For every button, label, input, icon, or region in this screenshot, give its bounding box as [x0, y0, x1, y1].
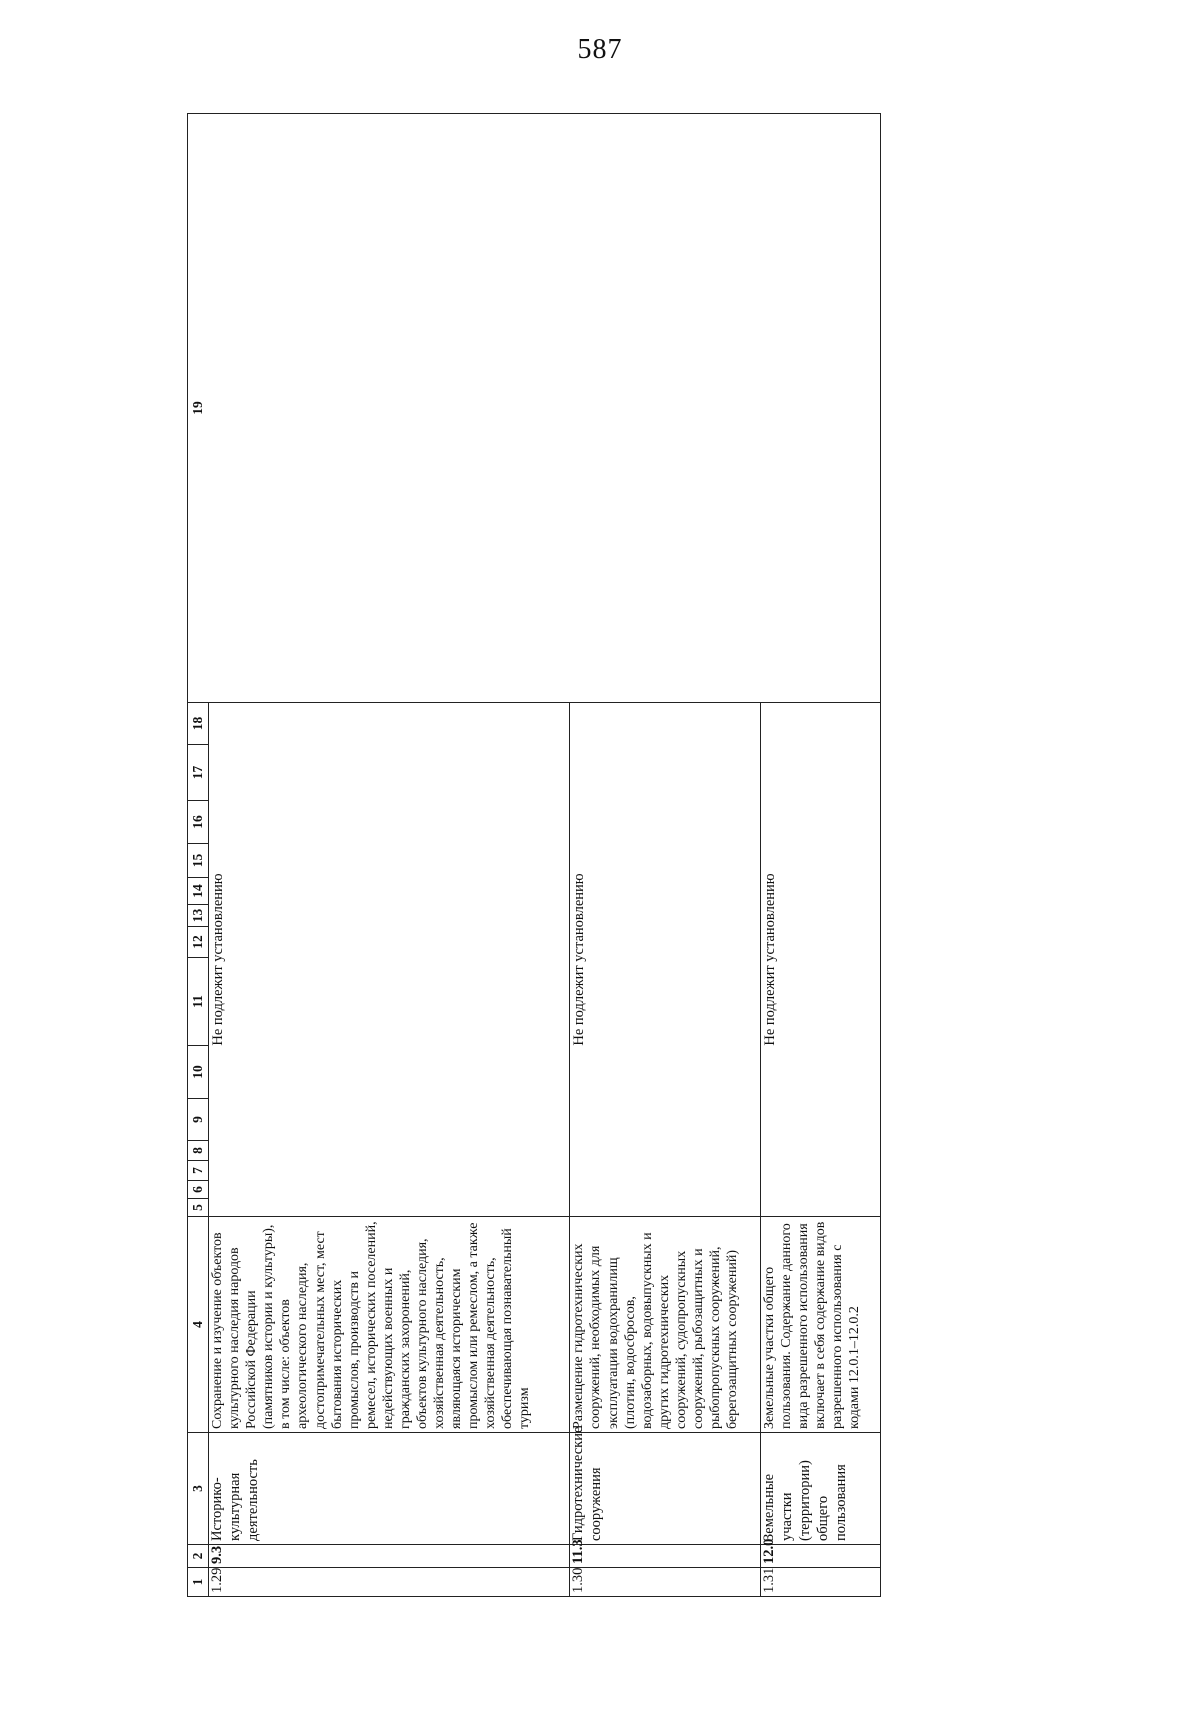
col-number-3: 3 [188, 1433, 209, 1545]
row-description: Земельные участки общего пользования. Содержание данного вида разрешенного использования включает в себя содержание видов разрешенного использования с кодами 12.0.1–12.0.2 [761, 1217, 881, 1433]
col-number-18: 18 [188, 703, 209, 745]
col-number-19: 19 [188, 114, 209, 703]
row-number: 1.29 [209, 1568, 570, 1597]
row-params [209, 703, 570, 1217]
row-name: Гидротехнические сооружения [570, 1433, 761, 1545]
col-number-13: 13 [188, 905, 209, 927]
col-number-10: 10 [188, 1046, 209, 1099]
col-number-14: 14 [188, 878, 209, 905]
row-params [761, 703, 881, 1217]
row-number: 1.31 [761, 1568, 881, 1597]
land-use-table [187, 113, 881, 1597]
col-number-7: 7 [188, 1161, 209, 1181]
col-number-4: 4 [188, 1217, 209, 1433]
col-number-16: 16 [188, 801, 209, 844]
row-name: Историко-культурная деятельность [209, 1433, 570, 1545]
table-row [209, 114, 570, 1597]
column-number-row [188, 114, 209, 1597]
col-number-12: 12 [188, 927, 209, 958]
col-number-2: 2 [188, 1545, 209, 1568]
row-code: 11.3 [570, 1545, 761, 1568]
row-name: Земельные участки (территории) общего пользования [761, 1433, 881, 1545]
col-number-9: 9 [188, 1099, 209, 1141]
row-number: 1.30 [570, 1568, 761, 1597]
column-19-cell [209, 114, 881, 703]
page-number: 587 [577, 34, 623, 65]
col-number-15: 15 [188, 844, 209, 878]
row-description: Сохранение и изучение объектов культурного наследия народов Российской Федерации (памятников истории и культуры), в том числе: объектов археологического наследия, достопримечательных мест, мест бытования исторических промыслов, производств и ремесел, исторических поселений, недействующих военных и гражданских захоронений, объектов культурного наследия, хозяйственная деятельность, являющаяся историческим промыслом или ремеслом, а также хозяйственная деятельность, обеспечивающая познавательный туризм [209, 1217, 570, 1433]
col-number-1: 1 [188, 1568, 209, 1597]
row-code: 12.0 [761, 1545, 881, 1568]
col-number-8: 8 [188, 1141, 209, 1161]
row-params [570, 703, 761, 1217]
row-params-text: Не подлежит установлению [571, 873, 588, 1046]
col-number-5: 5 [188, 1199, 209, 1217]
row-description: Размещение гидротехнических сооружений, необходимых для эксплуатации водохранилищ (плотин, водосбросов, водозаборных, водовыпускных и других гидротехнических сооружений, судопропускных сооружений, рыбозащитных и рыбопропускных сооружений, берегозащитных сооружений) [570, 1217, 761, 1433]
row-params-text: Не подлежит установлению [210, 873, 227, 1046]
table-rotated-container [187, 114, 881, 1597]
row-params-text: Не подлежит установлению [762, 873, 779, 1046]
row-code: 9.3 [209, 1545, 570, 1568]
col-number-6: 6 [188, 1181, 209, 1199]
col-number-17: 17 [188, 745, 209, 801]
col-number-11: 11 [188, 958, 209, 1046]
